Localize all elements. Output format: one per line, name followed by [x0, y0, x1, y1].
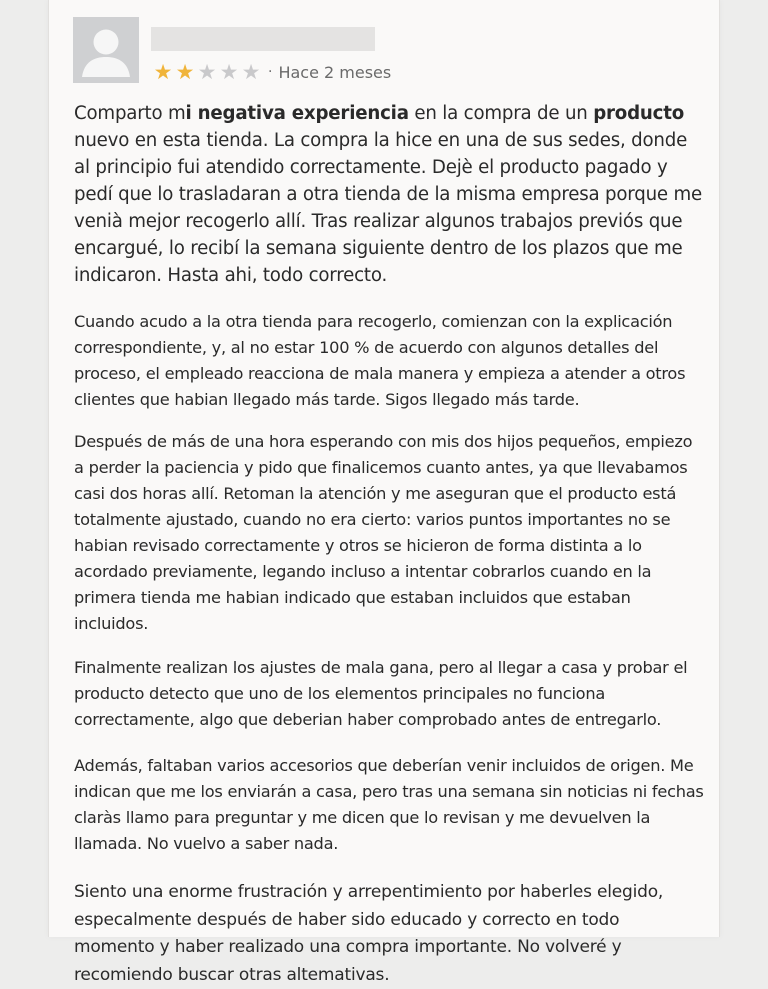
review-paragraph-2: Cuando acudo a la otra tienda para recogerlo, comienzan con la explicación correspondiente, y, al no estar 100 % de acuerdo con algunos detalles del proceso, el empleado reacciona de mala manera y empieza a atender a otros clientes que habian llegado más tarde. Sigos llegado más tarde. — [74, 312, 686, 409]
review-text-bold: i negativa experiencia — [185, 103, 409, 124]
meta-separator: · — [268, 64, 273, 80]
star-empty-icon: ★ — [241, 60, 261, 84]
review-text: nuevo en esta tienda. La compra la hice en una de sus sedes, donde al principio fui atendido correctamente. Dejè el producto pagado y pedí que lo trasladaran a otra tienda de la misma empresa porque me venià mejor recogerlo allí. Tras realizar algunos trabajos previós que encargué, lo recibí la semana siguiente dentro de los plazos que me indicaron. Hasta ahi, todo correcto. — [74, 130, 703, 286]
star-filled-icon: ★ — [153, 60, 173, 84]
review-date: Hace 2 meses — [278, 62, 392, 82]
reviewer-name-redacted — [151, 27, 375, 51]
review-paragraph-6: Siento una enorme frustración y arrepentimiento por haberles elegido, especalmente después de haber sido educado y correcto en todo momento y haber realizado una compra importante. No volveré y recomiendo buscar otras altemativas. — [74, 882, 664, 985]
star-filled-icon: ★ — [175, 60, 195, 84]
review-text: Comparto m — [74, 103, 186, 124]
review-paragraph-3: Después de más de una hora esperando con mis dos hijos pequeños, empiezo a perder la paciencia y pido que finalicemos cuanto antes, ya que llevabamos casi dos horas allí. Retoman la atención y me aseguran que el producto está totalmente ajustado, cuando no era cierto: varios puntos importantes no se habian revisado correctamente y otros se hicieron de forma distinta a lo acordado previamente, legando incluso a intentar cobrarlos cuando en la primera tienda me habian indicado que estaban incluidos que estaban incluidos. — [74, 432, 693, 633]
review-paragraph-5: Además, faltaban varios accesorios que deberían venir incluidos de origen. Me indican que me los enviarán a casa, pero tras una semana sin noticias ni fechas claràs llamo para preguntar y me dicen que lo revisan y me devuelven la llamada. No vuelvo a saber nada. — [74, 756, 704, 853]
review-paragraph-4: Finalmente realizan los ajustes de mala gana, pero al llegar a casa y probar el producto detecto que uno de los elementos principales no funciona correctamente, algo que deberian haber comprobado antes de entregarlo. — [74, 658, 688, 729]
star-rating — [152, 59, 262, 85]
avatar[interactable] — [73, 17, 139, 83]
review-text: en la compra de un — [408, 103, 594, 124]
review-card — [48, 0, 720, 985]
review-text-bold: producto — [593, 103, 685, 124]
review-meta — [152, 59, 391, 85]
review-paragraph-1 — [74, 100, 704, 289]
star-empty-icon: ★ — [197, 60, 217, 84]
star-empty-icon: ★ — [219, 60, 239, 84]
user-silhouette-icon — [73, 17, 139, 83]
review-body — [74, 100, 704, 989]
